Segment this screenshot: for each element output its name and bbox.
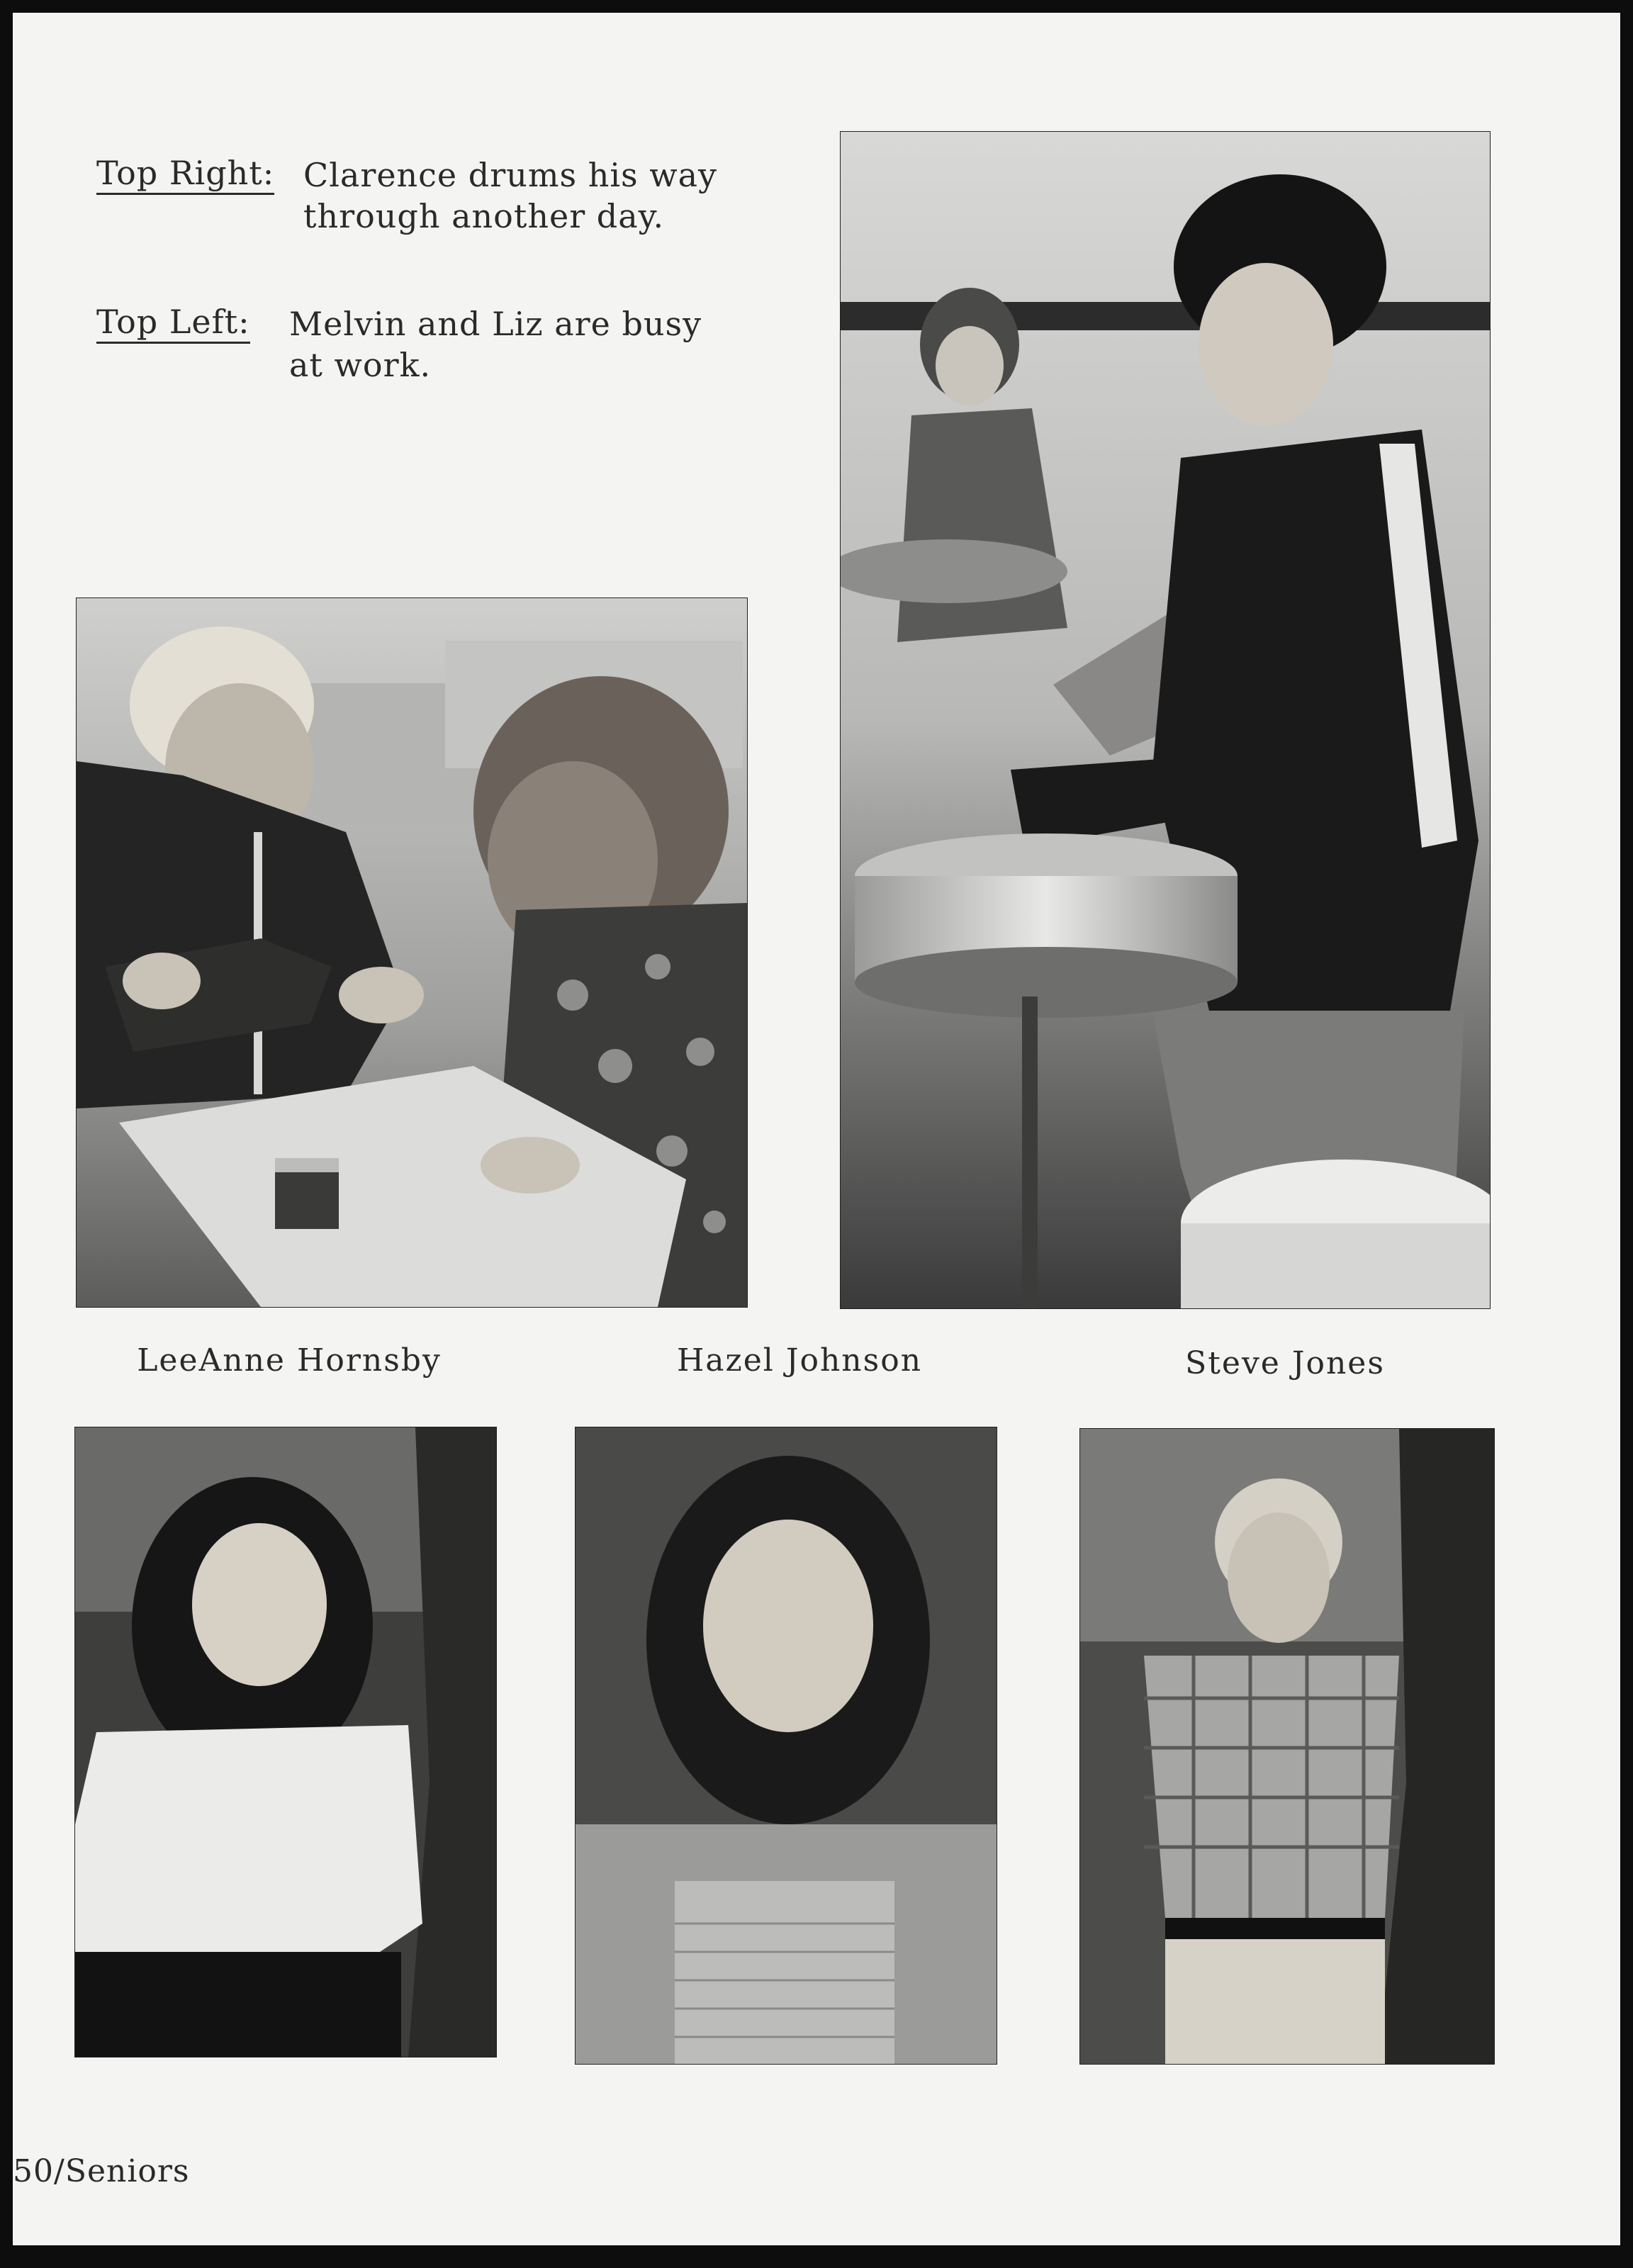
caption-top-left-label: Top Left: [96, 303, 250, 344]
portrait-name-leeanne-hornsby: LeeAnne Hornsby [137, 1342, 442, 1379]
caption-top-left [96, 303, 805, 395]
portrait-steve-jones [1080, 1429, 1494, 2064]
portrait-leeanne-hornsby [75, 1427, 496, 2057]
portrait-name-hazel-johnson: Hazel Johnson [676, 1342, 923, 1379]
page-folio: 50/Seniors [13, 2153, 190, 2189]
photo-clarence-drumming [841, 132, 1490, 1308]
caption-top-right-label: Top Right: [96, 155, 274, 195]
caption-top-left-text: Melvin and Liz are busy at work. [289, 305, 702, 384]
yearbook-page [13, 13, 1620, 2245]
portrait-name-steve-jones: Steve Jones [1185, 1345, 1385, 1381]
photo-melvin-and-liz [77, 598, 747, 1307]
caption-top-right-text: Clarence drums his way through another day. [303, 156, 718, 235]
caption-top-right [96, 155, 805, 247]
portrait-hazel-johnson [576, 1427, 997, 2064]
